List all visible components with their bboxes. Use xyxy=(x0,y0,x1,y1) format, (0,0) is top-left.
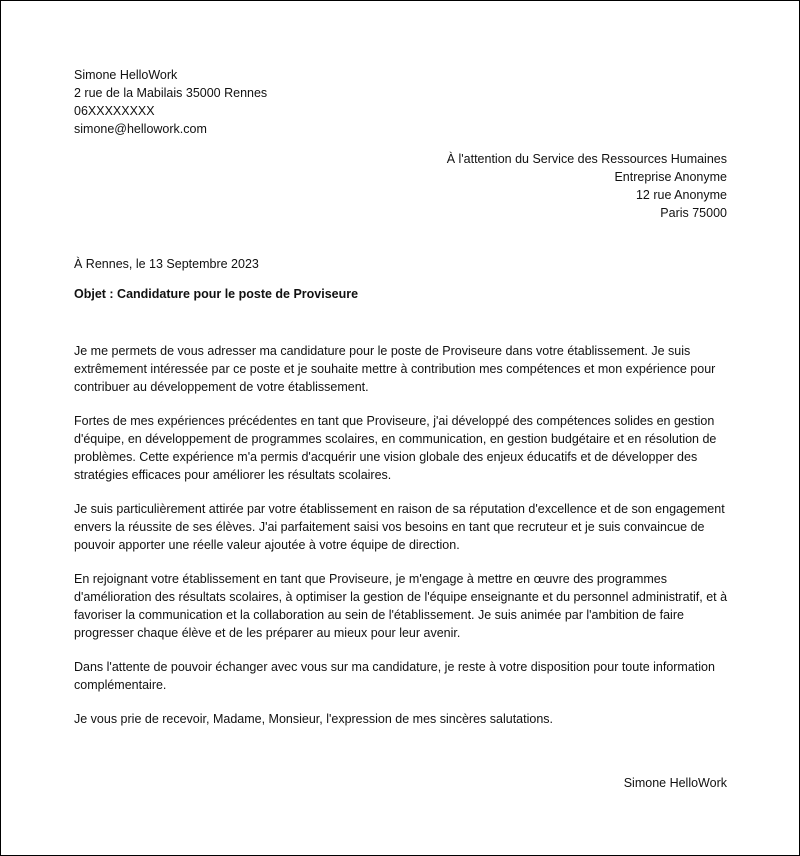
recipient-street: 12 rue Anonyme xyxy=(635,188,727,202)
recipient-company: Entreprise Anonyme xyxy=(614,170,727,184)
body-paragraph: Dans l'attente de pouvoir échanger avec vous sur ma candidature, je reste à votre disposition pour toute information complémentaire. xyxy=(74,660,715,692)
sender-email: simone@hellowork.com xyxy=(74,122,207,136)
sender-block xyxy=(74,66,267,138)
sender-address: 2 rue de la Mabilais 35000 Rennes xyxy=(74,86,268,100)
sender-phone: 06XXXXXXXX xyxy=(74,104,155,118)
recipient-attention: À l'attention du Service des Ressources Humaines xyxy=(446,152,727,166)
body-paragraph: En rejoignant votre établissement en tant que Proviseure, je m'engage à mettre en œuvre des programmes d'amélioration des résultats scolaires, à optimiser la gestion de l'équipe enseignante et du personnel administratif, et à favoriser la communication et la collaboration au sein de l'établissement. Je suis animée par l'ambition de faire progresser chaque élève et de les préparer au mieux pour leur avenir. xyxy=(74,572,728,640)
sender-name: Simone HelloWork xyxy=(74,68,178,82)
body-paragraph: Je me permets de vous adresser ma candidature pour le poste de Proviseure dans votre établissement. Je suis extrêmement intéressée par ce poste et je souhaite mettre à contribution mes compétences et mon expérience pour contribuer au développement de votre établissement. xyxy=(74,344,716,394)
closing-paragraph: Je vous prie de recevoir, Madame, Monsieur, l'expression de mes sincères salutations. xyxy=(74,712,554,726)
subject-line: Objet : Candidature pour le poste de Proviseure xyxy=(74,287,359,301)
letter-body xyxy=(74,342,734,744)
body-paragraph: Fortes de mes expériences précédentes en tant que Proviseure, j'ai développé des compétences solides en gestion d'équipe, en développement de programmes scolaires, en communication, en gestion budgétaire et en résolution de problèmes. Cette expérience m'a permis d'acquérir une vision globale des enjeux éducatifs et de développer des stratégies efficaces pour améliorer les résultats scolaires. xyxy=(74,414,717,482)
body-paragraph: Je suis particulièrement attirée par votre établissement en raison de sa réputation d'excellence et de son engagement envers la réussite de ses élèves. J'ai parfaitement saisi vos besoins en tant que recruteur et je suis convaincue de pouvoir apporter une réelle valeur ajoutée à votre équipe de direction. xyxy=(74,502,725,552)
recipient-city: Paris 75000 xyxy=(660,206,727,220)
signature: Simone HelloWork xyxy=(623,776,727,790)
recipient-block xyxy=(447,150,727,222)
date-line: À Rennes, le 13 Septembre 2023 xyxy=(74,257,259,271)
